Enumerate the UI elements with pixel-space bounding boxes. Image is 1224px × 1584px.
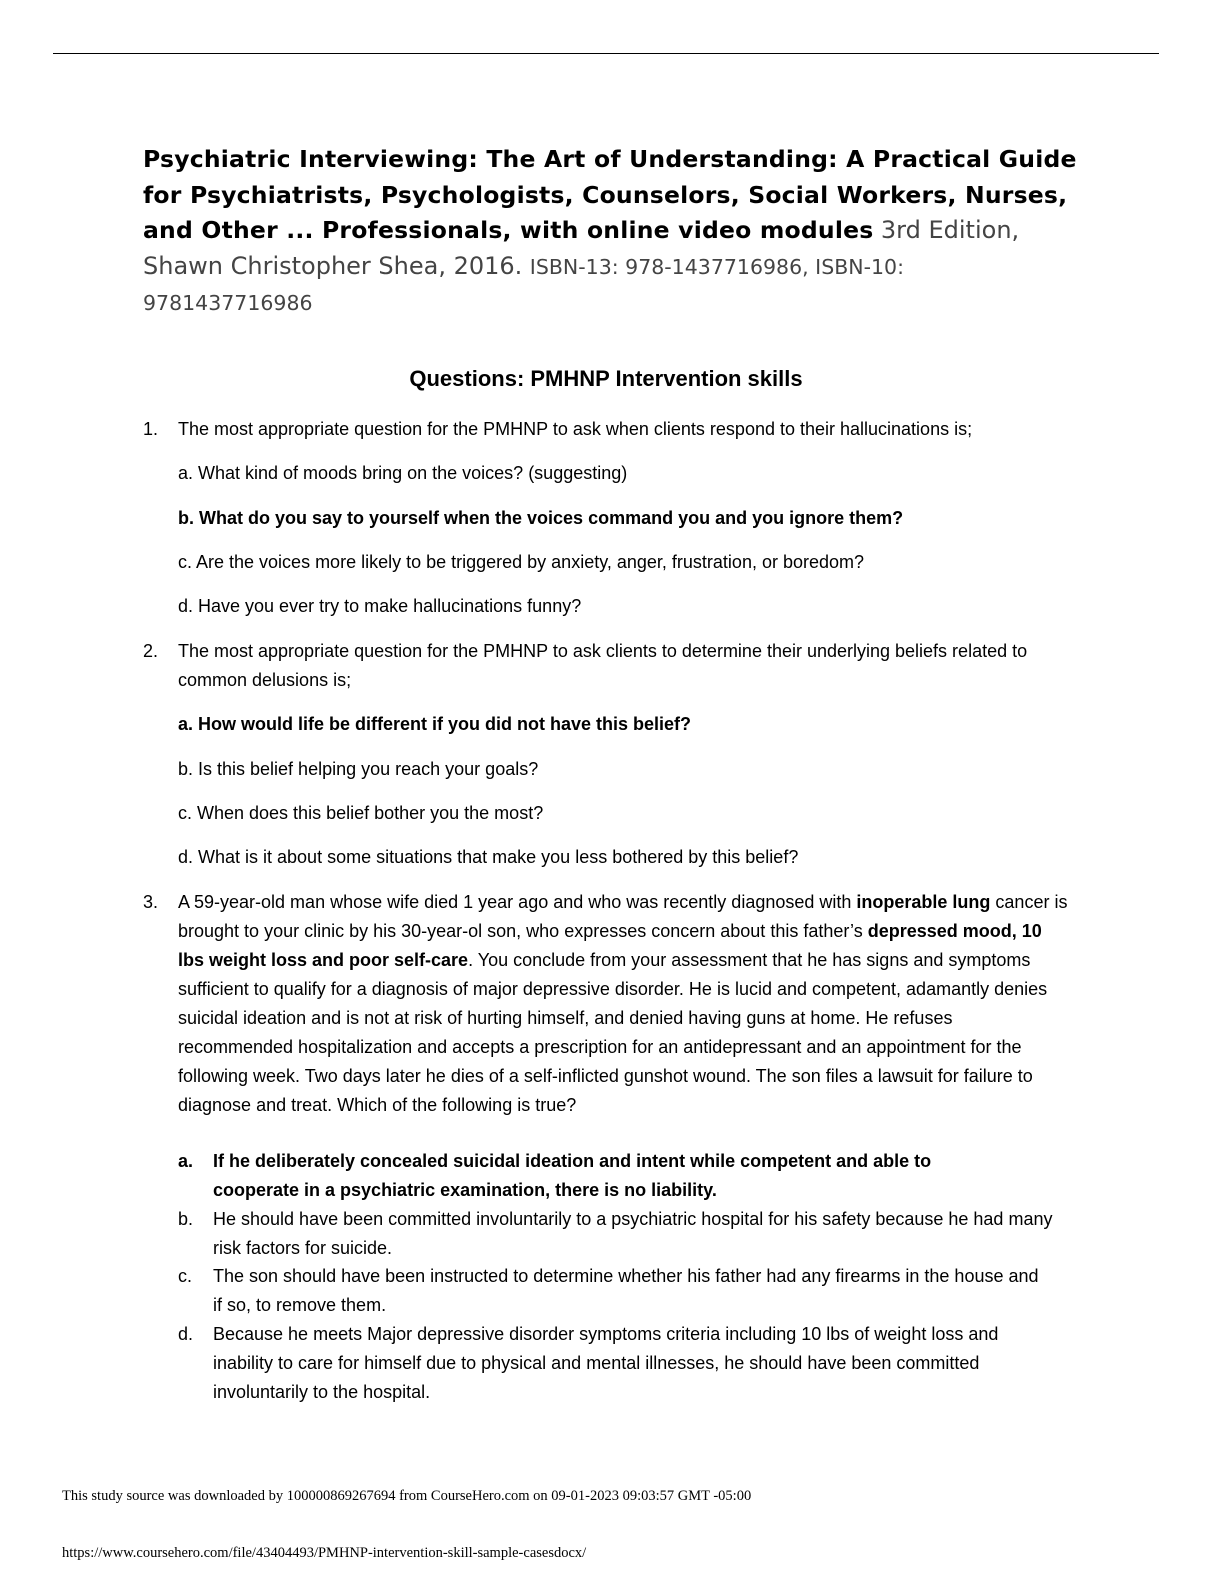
q2-option-a-answer: a. How would life be different if you did not have this belief?	[178, 714, 692, 734]
question-number: 2.	[143, 641, 159, 661]
question-stem	[178, 888, 1068, 1120]
q2-option-b: b. Is this belief helping you reach your goals?	[178, 759, 539, 779]
option-text: If he deliberately concealed suicidal ideation and intent while competent and able to cooperate in a psychiatric examination, there is no liability.	[213, 1151, 932, 1200]
question-number: 3.	[143, 892, 159, 912]
question-stem: The most appropriate question for the PMHNP to ask clients to determine their underlying beliefs related to common delusions is;	[178, 641, 1028, 690]
option-text: He should have been committed involuntarily to a psychiatric hospital for his safety because he had many risk factors for suicide.	[213, 1209, 1053, 1258]
q2-option-c: c. When does this belief bother you the most?	[178, 803, 544, 823]
book-title: Psychiatric Interviewing: The Art of Understanding: A Practical Guide for Psychiatrists, Psychologists, Counselors, Social Workers, Nurses, and Other ... Professionals, with online video modules	[143, 145, 1077, 244]
book-isbn: ISBN-13: 978-1437716986, ISBN-10: 9781437716986	[143, 254, 904, 315]
q1-option-d: d. Have you ever try to make hallucinations funny?	[178, 596, 582, 616]
q1-option-a: a. What kind of moods bring on the voices? (suggesting)	[178, 463, 628, 483]
option-letter: c.	[178, 1266, 193, 1286]
option-letter: b.	[178, 1209, 194, 1229]
source-url[interactable]: https://www.coursehero.com/file/43404493/PMHNP-intervention-skill-sample-casesdocx/	[62, 1545, 587, 1561]
top-rule	[53, 53, 1159, 54]
q1-option-b-answer: b. What do you say to yourself when the voices command you and you ignore them?	[178, 508, 904, 528]
option-letter: a.	[178, 1151, 194, 1171]
question-stem: The most appropriate question for the PMHNP to ask when clients respond to their hallucinations is;	[178, 419, 973, 439]
option-text: The son should have been instructed to determine whether his father had any firearms in the house and if so, to remove them.	[213, 1266, 1039, 1315]
option-text: Because he meets Major depressive disorder symptoms criteria including 10 lbs of weight loss and inability to care for himself due to physical and mental illnesses, he should have been committed involuntarily to the hospital.	[213, 1324, 999, 1402]
option-letter: d.	[178, 1324, 194, 1344]
download-notice: This study source was downloaded by 100000869267694 from CourseHero.com on 09-01-2023 09:03:57 GMT -05:00	[62, 1488, 752, 1504]
page-heading: Questions: PMHNP Intervention skills	[409, 366, 803, 391]
stem-text: A 59-year-old man whose wife died 1 year ago and who was recently diagnosed with	[178, 892, 857, 912]
book-citation	[143, 142, 1078, 322]
stem-text: cancer is brought to your clinic by his 30-year-ol son, who expresses concern about this father’s	[178, 892, 1068, 941]
question-number: 1.	[143, 419, 159, 439]
stem-text: . You conclude from your assessment that he has signs and symptoms sufficient to qualify for a diagnosis of major depressive disorder. He is lucid and competent, adamantly denies suicidal ideation and is not at risk of hurting himself, and denied having guns at home. He refuses recommended hospitalization and accepts a prescription for an antidepressant and an appointment for the following week. Two days later he dies of a self-inflicted gunshot wound. The son files a lawsuit for failure to diagnose and treat. Which of the following is true?	[178, 950, 1048, 1115]
stem-emphasis: inoperable lung	[856, 892, 991, 912]
q1-option-c: c. Are the voices more likely to be triggered by anxiety, anger, frustration, or boredom?	[178, 552, 865, 572]
q2-option-d: d. What is it about some situations that make you less bothered by this belief?	[178, 847, 799, 867]
book-edition: 3rd Edition, Shawn Christopher Shea, 2016.	[143, 216, 1020, 280]
stem-emphasis: depressed mood, 10 lbs weight loss and poor self-care	[178, 921, 1042, 970]
